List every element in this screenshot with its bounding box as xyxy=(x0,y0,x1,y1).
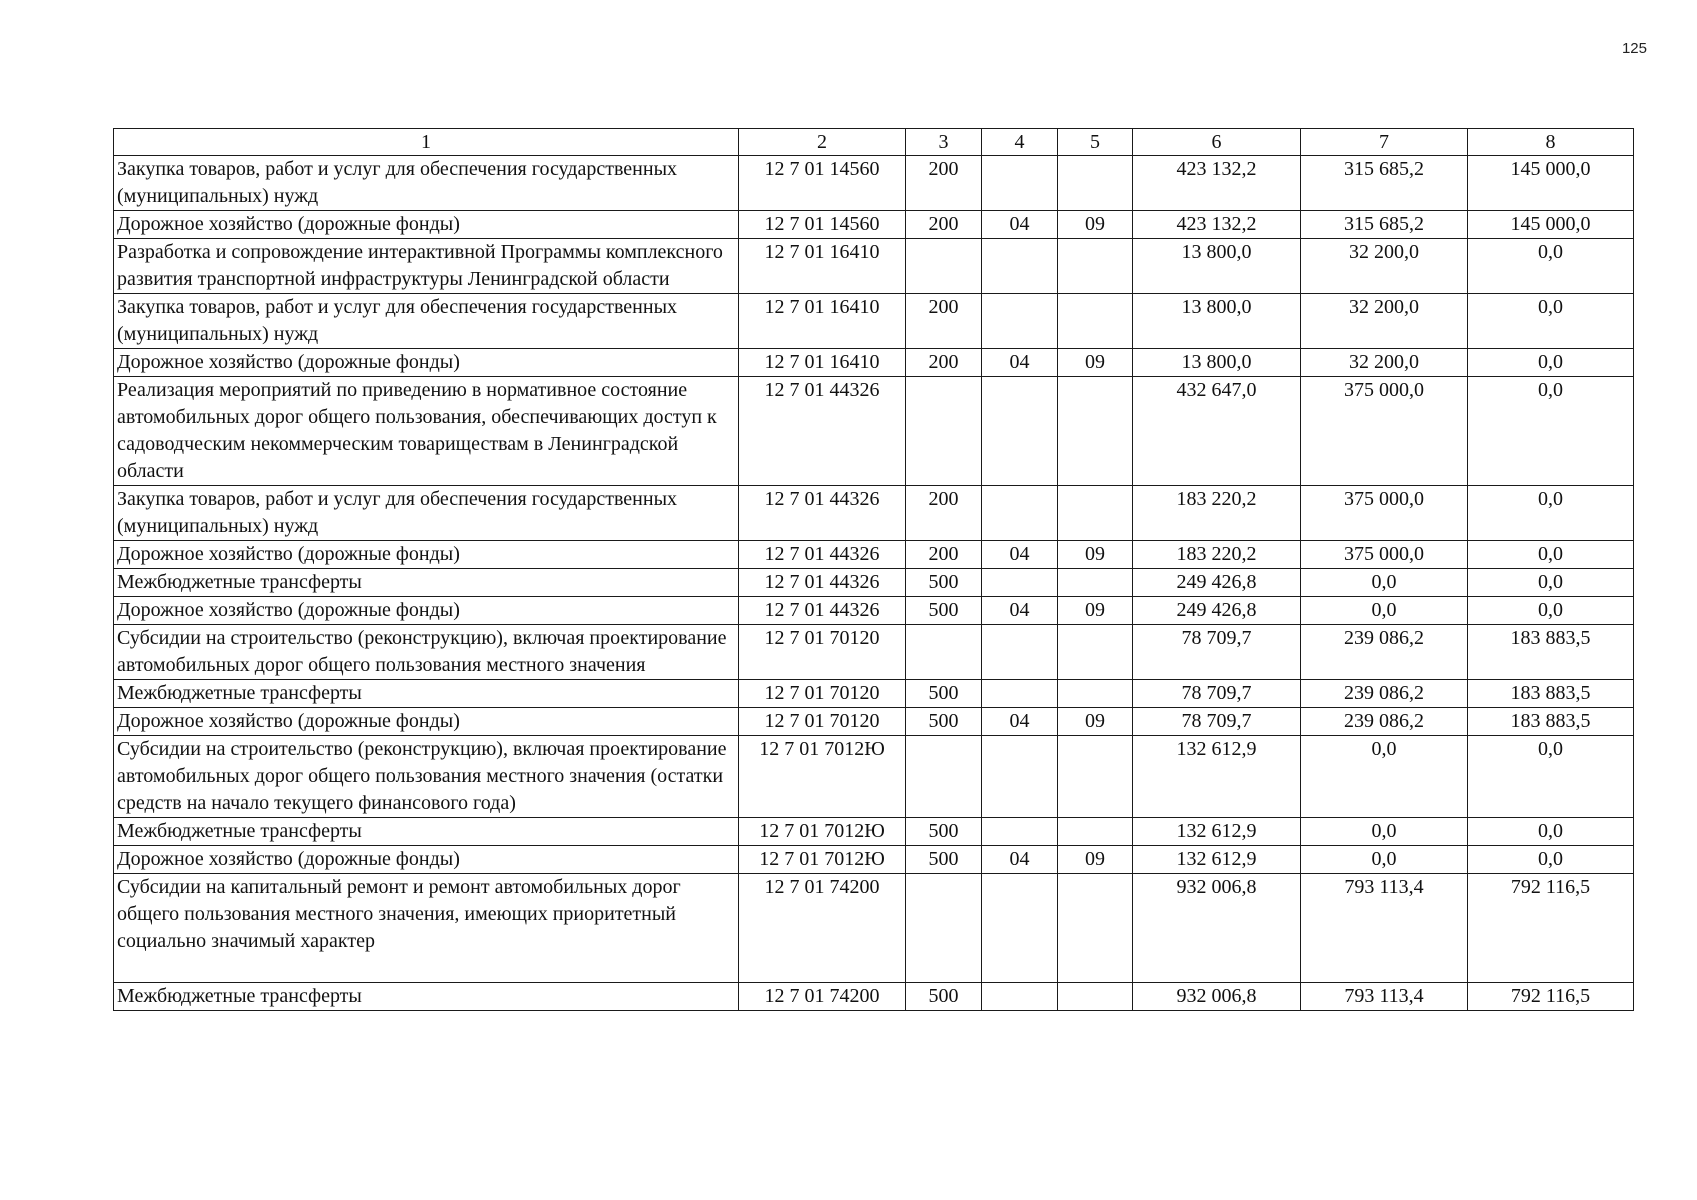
cell-target-code: 12 7 01 74200 xyxy=(739,983,906,1011)
cell-amount-6: 13 800,0 xyxy=(1133,239,1301,294)
cell-amount-6: 132 612,9 xyxy=(1133,818,1301,846)
cell-amount-7: 239 086,2 xyxy=(1301,625,1468,680)
cell-subsection: 09 xyxy=(1058,349,1133,377)
header-col-4: 4 xyxy=(982,129,1058,156)
cell-subsection: 09 xyxy=(1058,846,1133,874)
cell-amount-7: 315 685,2 xyxy=(1301,156,1468,211)
cell-amount-6: 432 647,0 xyxy=(1133,377,1301,486)
cell-subsection xyxy=(1058,874,1133,983)
cell-expense-type xyxy=(906,874,982,983)
header-col-7: 7 xyxy=(1301,129,1468,156)
cell-expense-type xyxy=(906,239,982,294)
cell-expense-type: 200 xyxy=(906,294,982,349)
cell-amount-6: 78 709,7 xyxy=(1133,708,1301,736)
table-row xyxy=(114,874,1634,983)
cell-name: Дорожное хозяйство (дорожные фонды) xyxy=(114,349,739,377)
cell-amount-7: 0,0 xyxy=(1301,736,1468,818)
table-row xyxy=(114,377,1634,486)
cell-amount-6: 132 612,9 xyxy=(1133,736,1301,818)
cell-amount-8: 0,0 xyxy=(1468,294,1634,349)
cell-name: Субсидии на строительство (реконструкцию), включая проектирование автомобильных дорог общего пользования местного значения xyxy=(114,625,739,680)
cell-name: Межбюджетные трансферты xyxy=(114,569,739,597)
cell-section xyxy=(982,983,1058,1011)
cell-amount-6: 183 220,2 xyxy=(1133,541,1301,569)
cell-amount-7: 239 086,2 xyxy=(1301,680,1468,708)
cell-amount-8: 0,0 xyxy=(1468,597,1634,625)
cell-section: 04 xyxy=(982,597,1058,625)
cell-amount-8: 792 116,5 xyxy=(1468,874,1634,983)
table-row xyxy=(114,486,1634,541)
cell-amount-8: 0,0 xyxy=(1468,569,1634,597)
cell-subsection xyxy=(1058,680,1133,708)
cell-amount-7: 793 113,4 xyxy=(1301,983,1468,1011)
cell-amount-7: 375 000,0 xyxy=(1301,486,1468,541)
cell-name: Межбюджетные трансферты xyxy=(114,983,739,1011)
cell-subsection xyxy=(1058,983,1133,1011)
cell-expense-type: 500 xyxy=(906,846,982,874)
cell-target-code: 12 7 01 44326 xyxy=(739,486,906,541)
header-col-5: 5 xyxy=(1058,129,1133,156)
cell-name: Дорожное хозяйство (дорожные фонды) xyxy=(114,846,739,874)
table-row xyxy=(114,625,1634,680)
cell-section xyxy=(982,736,1058,818)
cell-expense-type: 500 xyxy=(906,818,982,846)
table-row xyxy=(114,541,1634,569)
cell-amount-7: 0,0 xyxy=(1301,818,1468,846)
cell-amount-8: 0,0 xyxy=(1468,377,1634,486)
cell-section xyxy=(982,377,1058,486)
cell-target-code: 12 7 01 70120 xyxy=(739,625,906,680)
cell-section xyxy=(982,680,1058,708)
budget-table xyxy=(113,128,1634,1011)
cell-expense-type xyxy=(906,377,982,486)
cell-amount-8: 0,0 xyxy=(1468,818,1634,846)
cell-name: Дорожное хозяйство (дорожные фонды) xyxy=(114,211,739,239)
table-body xyxy=(114,129,1634,1011)
header-col-8: 8 xyxy=(1468,129,1634,156)
cell-expense-type: 200 xyxy=(906,541,982,569)
cell-amount-7: 793 113,4 xyxy=(1301,874,1468,983)
table-row xyxy=(114,156,1634,211)
table-row xyxy=(114,846,1634,874)
cell-amount-6: 932 006,8 xyxy=(1133,983,1301,1011)
cell-subsection xyxy=(1058,625,1133,680)
cell-amount-7: 0,0 xyxy=(1301,569,1468,597)
cell-expense-type: 500 xyxy=(906,569,982,597)
table-row xyxy=(114,349,1634,377)
cell-amount-6: 13 800,0 xyxy=(1133,349,1301,377)
table-row xyxy=(114,294,1634,349)
cell-target-code: 12 7 01 16410 xyxy=(739,349,906,377)
cell-amount-8: 0,0 xyxy=(1468,541,1634,569)
cell-amount-6: 132 612,9 xyxy=(1133,846,1301,874)
cell-amount-8: 145 000,0 xyxy=(1468,156,1634,211)
cell-subsection xyxy=(1058,294,1133,349)
cell-name: Закупка товаров, работ и услуг для обеспечения государственных (муниципальных) нужд xyxy=(114,294,739,349)
cell-amount-7: 0,0 xyxy=(1301,846,1468,874)
cell-amount-6: 249 426,8 xyxy=(1133,569,1301,597)
cell-amount-8: 183 883,5 xyxy=(1468,680,1634,708)
cell-section xyxy=(982,818,1058,846)
cell-expense-type: 200 xyxy=(906,486,982,541)
header-col-6: 6 xyxy=(1133,129,1301,156)
cell-subsection: 09 xyxy=(1058,708,1133,736)
cell-section xyxy=(982,874,1058,983)
cell-target-code: 12 7 01 7012Ю xyxy=(739,818,906,846)
cell-amount-6: 78 709,7 xyxy=(1133,680,1301,708)
cell-subsection xyxy=(1058,818,1133,846)
cell-amount-8: 183 883,5 xyxy=(1468,708,1634,736)
cell-section: 04 xyxy=(982,211,1058,239)
page-number: 125 xyxy=(1621,40,1647,57)
cell-expense-type: 500 xyxy=(906,708,982,736)
cell-target-code: 12 7 01 70120 xyxy=(739,708,906,736)
cell-target-code: 12 7 01 16410 xyxy=(739,239,906,294)
cell-amount-6: 249 426,8 xyxy=(1133,597,1301,625)
table-row xyxy=(114,708,1634,736)
cell-amount-8: 0,0 xyxy=(1468,486,1634,541)
cell-amount-7: 375 000,0 xyxy=(1301,377,1468,486)
cell-subsection xyxy=(1058,736,1133,818)
cell-name: Реализация мероприятий по приведению в нормативное состояние автомобильных дорог общего пользования, обеспечивающих доступ к садоводческим некоммерческим товариществам в Ленинградской области xyxy=(114,377,739,486)
cell-section xyxy=(982,156,1058,211)
cell-amount-6: 183 220,2 xyxy=(1133,486,1301,541)
table-row xyxy=(114,211,1634,239)
cell-section: 04 xyxy=(982,708,1058,736)
cell-name: Разработка и сопровождение интерактивной Программы комплексного развития транспортной инфраструктуры Ленинградской области xyxy=(114,239,739,294)
cell-amount-6: 13 800,0 xyxy=(1133,294,1301,349)
cell-section: 04 xyxy=(982,541,1058,569)
cell-expense-type: 200 xyxy=(906,156,982,211)
cell-name: Закупка товаров, работ и услуг для обеспечения государственных (муниципальных) нужд xyxy=(114,486,739,541)
table-row xyxy=(114,818,1634,846)
cell-name: Субсидии на капитальный ремонт и ремонт автомобильных дорог общего пользования местного значения, имеющих приоритетный социально значимый характер xyxy=(114,874,739,983)
cell-target-code: 12 7 01 14560 xyxy=(739,211,906,239)
header-col-2: 2 xyxy=(739,129,906,156)
cell-subsection: 09 xyxy=(1058,211,1133,239)
cell-name: Дорожное хозяйство (дорожные фонды) xyxy=(114,597,739,625)
cell-subsection xyxy=(1058,486,1133,541)
cell-target-code: 12 7 01 70120 xyxy=(739,680,906,708)
table-row xyxy=(114,239,1634,294)
cell-target-code: 12 7 01 7012Ю xyxy=(739,846,906,874)
cell-amount-7: 375 000,0 xyxy=(1301,541,1468,569)
cell-section xyxy=(982,239,1058,294)
cell-name: Закупка товаров, работ и услуг для обеспечения государственных (муниципальных) нужд xyxy=(114,156,739,211)
cell-section xyxy=(982,625,1058,680)
cell-amount-6: 423 132,2 xyxy=(1133,156,1301,211)
cell-target-code: 12 7 01 14560 xyxy=(739,156,906,211)
cell-section: 04 xyxy=(982,349,1058,377)
cell-amount-7: 32 200,0 xyxy=(1301,239,1468,294)
cell-expense-type: 500 xyxy=(906,983,982,1011)
cell-subsection: 09 xyxy=(1058,541,1133,569)
cell-expense-type: 500 xyxy=(906,597,982,625)
cell-name: Субсидии на строительство (реконструкцию), включая проектирование автомобильных дорог общего пользования местного значения (остатки средств на начало текущего финансового года) xyxy=(114,736,739,818)
cell-amount-8: 183 883,5 xyxy=(1468,625,1634,680)
cell-expense-type xyxy=(906,625,982,680)
table-row xyxy=(114,983,1634,1011)
cell-target-code: 12 7 01 16410 xyxy=(739,294,906,349)
cell-amount-8: 0,0 xyxy=(1468,736,1634,818)
cell-subsection xyxy=(1058,239,1133,294)
cell-target-code: 12 7 01 7012Ю xyxy=(739,736,906,818)
table-header-row xyxy=(114,129,1634,156)
cell-section xyxy=(982,569,1058,597)
header-col-3: 3 xyxy=(906,129,982,156)
cell-subsection xyxy=(1058,569,1133,597)
table-row xyxy=(114,569,1634,597)
cell-amount-6: 78 709,7 xyxy=(1133,625,1301,680)
cell-section xyxy=(982,294,1058,349)
cell-expense-type: 500 xyxy=(906,680,982,708)
cell-target-code: 12 7 01 44326 xyxy=(739,569,906,597)
table-row xyxy=(114,736,1634,818)
cell-subsection xyxy=(1058,156,1133,211)
cell-amount-8: 792 116,5 xyxy=(1468,983,1634,1011)
cell-target-code: 12 7 01 44326 xyxy=(739,541,906,569)
cell-amount-7: 315 685,2 xyxy=(1301,211,1468,239)
cell-amount-8: 0,0 xyxy=(1468,846,1634,874)
cell-amount-8: 145 000,0 xyxy=(1468,211,1634,239)
cell-amount-7: 32 200,0 xyxy=(1301,294,1468,349)
cell-subsection xyxy=(1058,377,1133,486)
cell-amount-7: 239 086,2 xyxy=(1301,708,1468,736)
table-row xyxy=(114,680,1634,708)
cell-amount-8: 0,0 xyxy=(1468,349,1634,377)
cell-amount-7: 32 200,0 xyxy=(1301,349,1468,377)
cell-target-code: 12 7 01 74200 xyxy=(739,874,906,983)
cell-expense-type: 200 xyxy=(906,349,982,377)
cell-subsection: 09 xyxy=(1058,597,1133,625)
cell-expense-type xyxy=(906,736,982,818)
cell-amount-7: 0,0 xyxy=(1301,597,1468,625)
cell-amount-6: 423 132,2 xyxy=(1133,211,1301,239)
cell-name: Дорожное хозяйство (дорожные фонды) xyxy=(114,541,739,569)
cell-section: 04 xyxy=(982,846,1058,874)
header-col-1: 1 xyxy=(114,129,739,156)
cell-section xyxy=(982,486,1058,541)
table-row xyxy=(114,597,1634,625)
cell-expense-type: 200 xyxy=(906,211,982,239)
cell-target-code: 12 7 01 44326 xyxy=(739,597,906,625)
cell-name: Межбюджетные трансферты xyxy=(114,818,739,846)
cell-amount-6: 932 006,8 xyxy=(1133,874,1301,983)
cell-name: Межбюджетные трансферты xyxy=(114,680,739,708)
cell-name: Дорожное хозяйство (дорожные фонды) xyxy=(114,708,739,736)
cell-target-code: 12 7 01 44326 xyxy=(739,377,906,486)
cell-amount-8: 0,0 xyxy=(1468,239,1634,294)
